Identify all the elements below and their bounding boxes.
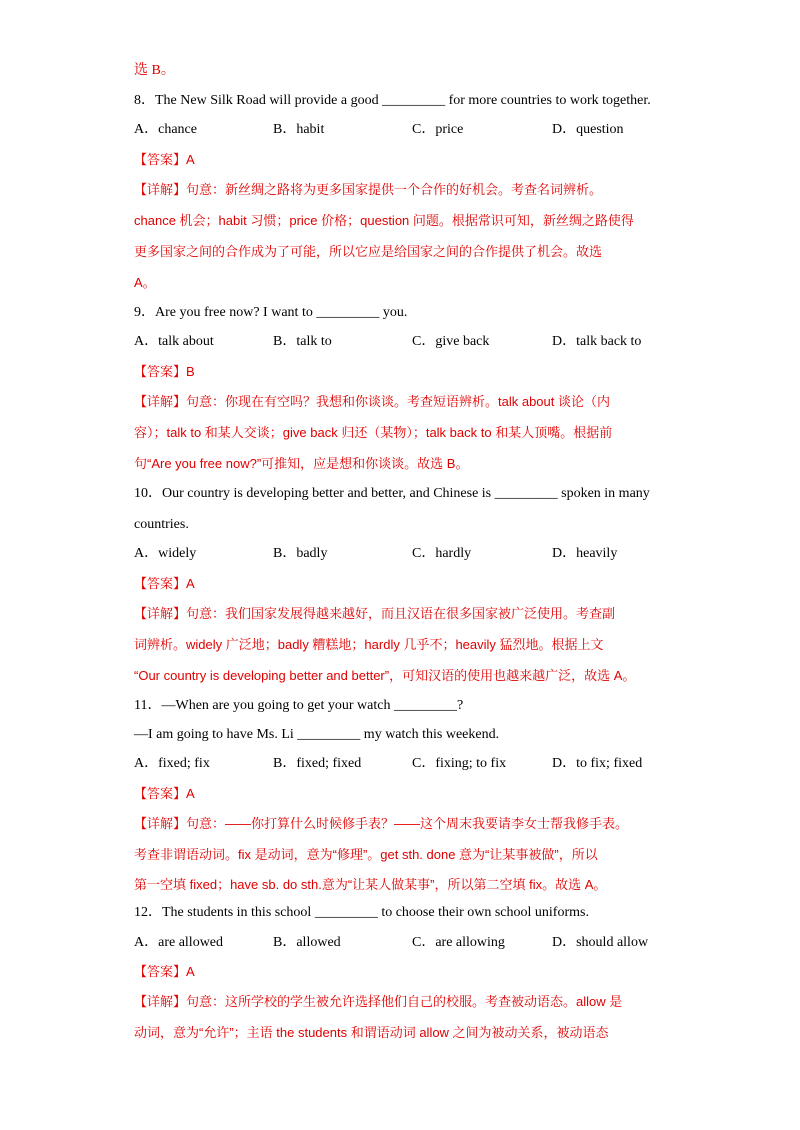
question-11-explanation-line: 【详解】句意：——你打算什么时候修手表？——这个周末我要请李女士帮我修手表。 [134, 816, 629, 831]
question-11-explanation-line: 考查非谓语动词。fix 是动词，意为“修理”。get sth. done 意为“让某事被做”，所以 [134, 847, 598, 862]
option-a: A．fixed; fix [134, 756, 210, 771]
option-d: D．talk back to [552, 334, 642, 349]
question-8-explanation-line: 【详解】句意：新丝绸之路将为更多国家提供一个合作的好机会。考查名词辨析。 [134, 182, 603, 197]
question-8-answer: 【答案】A [134, 152, 195, 167]
question-9-answer: 【答案】B [134, 364, 195, 379]
option-d: D．question [552, 122, 624, 137]
question-12-stem: 12．The students in this school _________ to choose their own school uniforms. [134, 905, 589, 920]
question-9-explanation-line: 【详解】句意：你现在有空吗？我想和你谈谈。考查短语辨析。talk about 谈论（内 [134, 394, 610, 409]
question-9-stem: 9．Are you free now? I want to _________ you. [134, 305, 408, 320]
question-10-options [134, 544, 694, 564]
option-c: C．fixing; to fix [412, 756, 507, 771]
question-8-stem: 8．The New Silk Road will provide a good _________ for more countries to work together. [134, 93, 651, 108]
option-a: A．talk about [134, 334, 214, 349]
question-10-explanation-line: 词辨析。widely 广泛地；badly 糟糕地；hardly 几乎不；heavily 猛烈地。根据上文 [134, 637, 604, 652]
question-12-explanation-line: 动词，意为“允许”；主语 the students 和谓语动词 allow 之间为被动关系，被动语态 [134, 1025, 609, 1040]
question-8-explanation-line: A。 [134, 275, 156, 290]
option-c: C．hardly [412, 546, 472, 561]
option-b: B．fixed; fixed [273, 756, 362, 771]
question-10-stem: 10．Our country is developing better and better, and Chinese is _________ spoken in many [134, 486, 650, 501]
option-a: A．widely [134, 546, 197, 561]
option-d: D．to fix; fixed [552, 756, 643, 771]
question-11-explanation-line: 第一空填 fixed；have sb. do sth.意为“让某人做某事”，所以第二空填 fix。故选 A。 [134, 877, 607, 892]
question-11-options [134, 754, 694, 774]
option-d: D．should allow [552, 935, 649, 950]
question-12-answer: 【答案】A [134, 964, 195, 979]
option-b: B．allowed [273, 935, 341, 950]
option-c: C．are allowing [412, 935, 505, 950]
option-a: A．chance [134, 122, 197, 137]
option-b: B．badly [273, 546, 328, 561]
question-8-explanation-line: 更多国家之间的合作成为了可能，所以它应是给国家之间的合作提供了机会。故选 [134, 244, 603, 259]
question-9-explanation-line: 句“Are you free now?”可推知，应是想和你谈谈。故选 B。 [134, 456, 469, 471]
option-b: B．talk to [273, 334, 332, 349]
option-a: A．are allowed [134, 935, 224, 950]
question-12-explanation-line: 【详解】句意：这所学校的学生被允许选择他们自己的校服。考查被动语态。allow 是 [134, 994, 623, 1009]
option-d: D．heavily [552, 546, 618, 561]
question-10-answer: 【答案】A [134, 576, 195, 591]
question-11-stem: 11．—When are you going to get your watch _________? [134, 698, 464, 713]
option-c: C．give back [412, 334, 490, 349]
question-10-stem: countries. [134, 517, 189, 532]
question-10-explanation-line: 【详解】句意：我们国家发展得越来越好，而且汉语在很多国家被广泛使用。考查副 [134, 606, 616, 621]
question-11-stem: —I am going to have Ms. Li _________ my watch this weekend. [134, 727, 500, 742]
question-10-explanation-line: “Our country is developing better and better”，可知汉语的使用也越来越广泛，故选 A。 [134, 668, 636, 683]
question-8-explanation-line: chance 机会；habit 习惯；price 价格；question 问题。根据常识可知，新丝绸之路使得 [134, 213, 634, 228]
question-12-options [134, 933, 694, 953]
carryover-answer-line: 选 B。 [134, 63, 175, 78]
question-11-answer: 【答案】A [134, 786, 195, 801]
question-8-options [134, 120, 694, 140]
question-9-explanation-line: 容）；talk to 和某人交谈；give back 归还（某物）；talk back to 和某人顶嘴。根据前 [134, 425, 613, 440]
question-9-options [134, 332, 694, 352]
option-c: C．price [412, 122, 464, 137]
option-b: B．habit [273, 122, 325, 137]
